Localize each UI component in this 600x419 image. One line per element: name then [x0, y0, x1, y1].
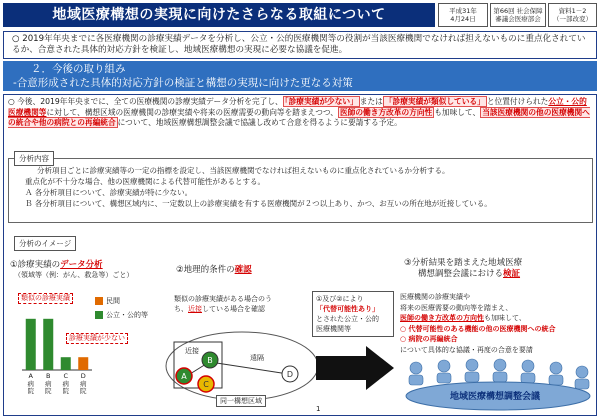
candidate-line2: 「代替可能性あり」 [316, 305, 379, 313]
meeting-illustration [398, 358, 594, 414]
bar-public-1 [43, 319, 53, 370]
candidate-line3: とされた公立・公的 [316, 315, 379, 323]
analysis-item-b [19, 198, 582, 209]
analysis-tab: 分析内容 [14, 151, 54, 166]
legend-public [95, 310, 148, 320]
candidate-line1: ①及び②により [316, 295, 364, 303]
panel3-line3-suffix: も加味して、 [484, 314, 526, 322]
analysis-a-label: Ａ [25, 188, 33, 197]
page-number: 1 [316, 405, 321, 413]
body-highlight-similar: 「診療実績が類似している」 [384, 97, 485, 106]
body-text-3: と位置付けられた [486, 97, 549, 106]
analysis-a-text: 各分析項目について、診療実績が特に少ない。 [34, 188, 193, 197]
bar-chart [22, 300, 92, 372]
intro-text: 2019年年央までに各医療機関の診療実績データを分析し、公立・公的医療機関等の役割が当該医療機関でなければ担えないものに重点化されているか、合意された具体的対応方針を検証し、地域医療構想の実現に必要な協議を促進。 [12, 34, 586, 55]
panel3-title-line2 [404, 269, 522, 280]
legend-private [95, 296, 120, 306]
bar-public-2 [61, 357, 71, 370]
panel2-title [176, 263, 252, 275]
analysis-b-label: Ｂ [25, 199, 33, 208]
material-line1: 資料1－2 [558, 7, 587, 15]
similar-label: 類似の診療実績 [18, 293, 73, 304]
section-heading: ２．今後の取り組み [31, 63, 126, 75]
meeting-badge [490, 3, 546, 27]
panel3-title-line1: ③分析結果を踏まえた地域医療 [404, 258, 523, 268]
legend-private-swatch [95, 297, 103, 305]
section-header [3, 61, 597, 91]
intro-box [3, 31, 597, 59]
body-text-4: に対して、構想区域の医療機関の診療実績や将来の医療需要の動向等を踏まえつつ、 [46, 107, 338, 117]
bar-public-0 [26, 319, 36, 370]
few-label: 診療実績が少ない [66, 333, 128, 344]
panel1-subtitle: （領域等（例：がん、救急等）ごと） [14, 271, 134, 279]
body-text-6: について、地域医療構想調整会議で協議し改めて合意を得るように要請する予定。 [117, 118, 402, 127]
big-arrow-icon [316, 346, 394, 390]
page-title: 地域医療構想の実現に向けたさらなる取組について [3, 3, 435, 27]
body-highlight-integration: 当該医療機関の他の医療機関への統合や他の病院との再編統合 [8, 107, 590, 127]
meeting-line2: 審議会医療部会 [495, 15, 541, 23]
node-a-label: A [181, 372, 187, 381]
panel3-bullet1: ○ 代替可能性のある機能の他の医療機関への統合 [400, 324, 556, 333]
material-line2: （一部改変） [553, 15, 592, 23]
body-public-institutions: 公立・公的医療機関等 [8, 97, 587, 117]
body-highlight-few: 「診療実績が少ない」 [284, 97, 358, 106]
analysis-box [8, 158, 593, 223]
panel3-title [404, 258, 522, 280]
panel3-title-line2-prefix: 構想調整会議における [418, 269, 504, 279]
analysis-item-a [19, 187, 582, 198]
bar-category-label: D 病 院 [80, 372, 87, 395]
body-bullet: ○ [8, 97, 15, 106]
panel2-desc2-prefix: ち、 [174, 305, 188, 313]
far-label: 遠隔 [250, 354, 264, 362]
node-d-label: D [286, 370, 294, 379]
body-text-5: も加味して、 [434, 107, 481, 117]
panel3-bullet2: ○ 病院の再編統合 [400, 335, 458, 343]
bar-category-label: C 病 院 [62, 372, 69, 395]
meeting-label: 地域医療構想調整会議 [449, 392, 540, 402]
candidate-line4: 医療機関等 [316, 325, 351, 333]
panel3-title-highlight: 検証 [503, 269, 521, 279]
body-text-1: 今後、2019年年央までに、全ての医療機関の診療実績データ分析を完了し、 [17, 97, 283, 106]
analysis-line1: 分析項目ごとに診療実績等の一定の指標を設定し、当該医療機関でなければ担えないものに重点化されているか分析する。 [37, 166, 450, 175]
bar-category-label: A 病 院 [27, 372, 34, 395]
material-badge [548, 3, 597, 27]
panel2-desc1: 類似の診療実績がある場合のう [174, 295, 272, 303]
bar-chart-bars [22, 319, 92, 370]
legend-public-swatch [95, 311, 103, 319]
panel1-title [10, 258, 103, 270]
panel2-desc2-suffix: している場合を確認 [202, 305, 265, 313]
bar-chart-categories [22, 373, 92, 409]
panel3-line3-red: 医師の働き方改革の方向性 [400, 314, 484, 322]
bar-category-label: B 病 院 [45, 372, 52, 395]
body-paragraph [8, 97, 593, 129]
date-badge [438, 3, 488, 27]
region-label: 同一構想区域 [216, 395, 266, 407]
body-text-2: または [359, 97, 383, 106]
intro-bullet: ○ [12, 34, 20, 44]
panel3-line2: 将来の医療需要の動向等を踏まえ、 [400, 303, 513, 312]
bar-private-3 [78, 357, 88, 370]
legend-public-text: 公立・公的等 [106, 311, 148, 319]
panel3-line1: 医療機関の診療実績や [400, 293, 470, 301]
analysis-line2: 重点化が不十分な場合、他の医療機関による代替可能性があるとする。 [25, 177, 265, 186]
image-tab: 分析のイメージ [14, 236, 76, 251]
meeting-line1: 第66回 社会保障 [493, 7, 543, 15]
analysis-b-text: 各分析項目について、構想区域内に、一定数以上の診療実績を有する医療機関が２つ以上あり、かつ、お互いの所在地が近接している。 [34, 199, 492, 208]
node-c-label: C [203, 380, 209, 389]
section-subheading: ‐合意形成された具体的対応方針の検証と構想の実現に向けた更なる対策 [13, 77, 353, 89]
panel2-title-prefix: ②地理的条件の [176, 265, 235, 275]
panel2-desc2 [174, 304, 265, 314]
date-line2: 4月24日 [450, 15, 476, 23]
node-b-label: B [207, 356, 213, 365]
near-label: 近接 [185, 347, 199, 355]
panel2-title-highlight: 確認 [234, 265, 252, 275]
date-line1: 平成31年 [449, 7, 477, 15]
panel3-line6: について具体的な協議・再度の合意を要請 [400, 345, 533, 354]
panel1-title-highlight: データ分析 [60, 260, 103, 270]
panel1-title-prefix: ①診療実績の [10, 260, 61, 270]
legend-private-text: 民間 [106, 297, 120, 305]
body-highlight-workstyle: 医師の働き方改革の方向性 [339, 107, 433, 117]
candidate-box [312, 291, 394, 337]
panel3-body [400, 292, 596, 355]
panel2-desc2-highlight: 近接 [188, 305, 202, 313]
